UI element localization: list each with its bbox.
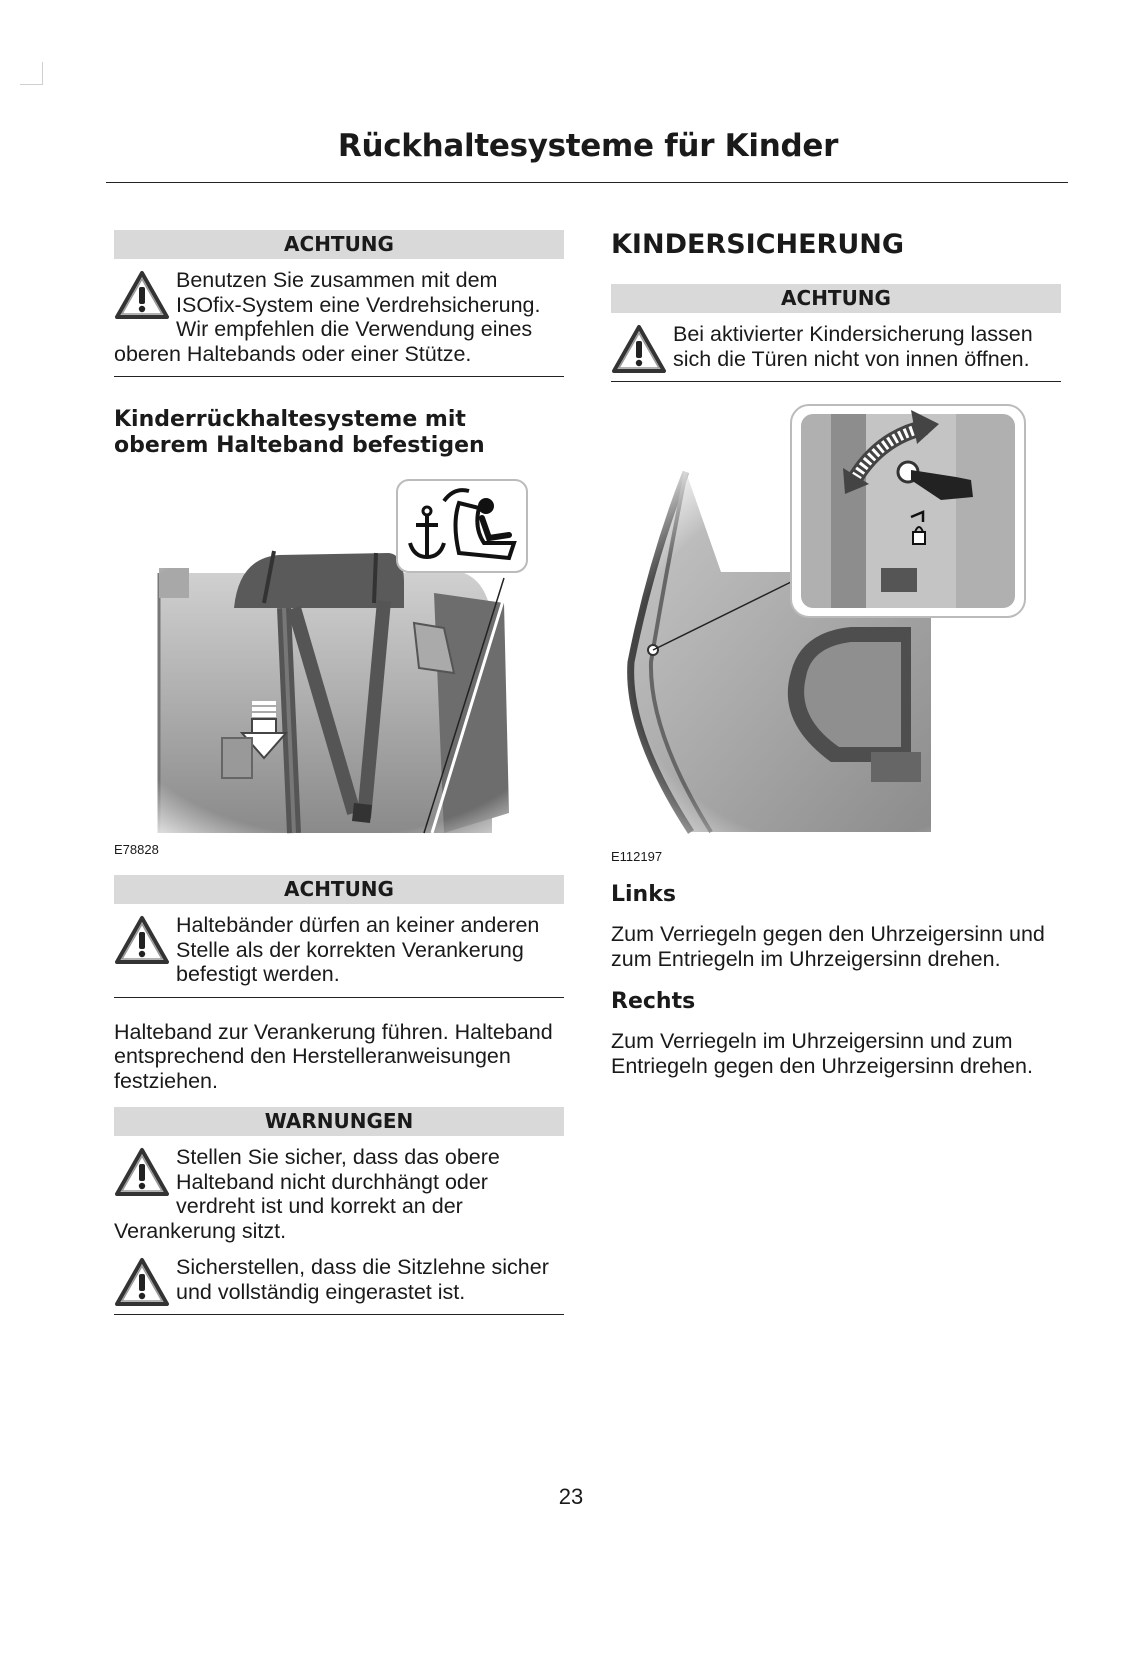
right-door-text: Zum Verriegeln im Uhrzeigersinn und zum Entriegeln gegen den Uhrzeigersinn drehen. <box>611 1029 1033 1078</box>
caution-box-isofix <box>114 230 564 377</box>
caution-box-child-lock <box>611 284 1061 382</box>
warning-paragraph <box>114 1255 564 1304</box>
right-column <box>611 230 1061 1092</box>
instruction-paragraph: Halteband zur Verankerung führen. Halteband entsprechend den Herstelleranweisungen festziehen. <box>114 1019 553 1093</box>
warning-triangle-icon <box>114 1257 170 1309</box>
caution-text: Haltebänder dürfen an keiner anderen Stelle als der korrekten Verankerung befestigt werden. <box>176 913 540 986</box>
right-door-heading: Rechts <box>611 989 696 1014</box>
left-column <box>114 230 564 1335</box>
page-title: Rückhaltesysteme für Kinder <box>337 128 839 164</box>
warning-text: Sicherstellen, dass die Sitzlehne sicher und vollständig eingerastet ist. <box>176 1255 549 1304</box>
figure-label: E78828 <box>114 842 159 857</box>
section-title: KINDERSICHERUNG <box>611 229 905 260</box>
left-door-heading: Links <box>611 882 676 907</box>
caution-paragraph <box>611 322 1061 371</box>
caution-text: Bei aktivierter Kindersicherung lassen sich die Türen nicht von innen öffnen. <box>673 322 1033 371</box>
caution-box-tether <box>114 875 564 998</box>
child-lock-illustration <box>611 402 1061 842</box>
section-subheading: Kinderrückhaltesysteme mit oberem Halteband befestigen <box>114 407 485 458</box>
warning-text: Stellen Sie sicher, dass das obere Halteband nicht durchhängt oder verdreht ist und korrekt an der Verankerung sitzt. <box>114 1145 500 1243</box>
figure-tether-strap <box>114 473 564 859</box>
caution-heading: ACHTUNG <box>114 230 564 259</box>
title-rule <box>106 182 1068 183</box>
figure-child-lock <box>611 402 1061 864</box>
warning-triangle-icon <box>611 324 667 376</box>
caution-paragraph <box>114 913 564 987</box>
caution-paragraph <box>114 268 564 366</box>
caution-text: Benutzen Sie zusammen mit dem ISOfix-System eine Verdrehsicherung. Wir empfehlen die Verwendung eines oberen Haltebands oder einer Stütze. <box>114 268 541 366</box>
figure-label: E112197 <box>611 849 663 864</box>
warnings-heading: WARNUNGEN <box>114 1107 564 1136</box>
warnings-box <box>114 1107 564 1315</box>
caution-heading: ACHTUNG <box>611 284 1061 313</box>
crop-mark <box>20 62 43 85</box>
warning-triangle-icon <box>114 915 170 967</box>
warning-triangle-icon <box>114 270 170 322</box>
warning-triangle-icon <box>114 1147 170 1199</box>
left-door-text: Zum Verriegeln gegen den Uhrzeigersinn und zum Entriegeln im Uhrzeigersinn drehen. <box>611 922 1045 971</box>
caution-heading: ACHTUNG <box>114 875 564 904</box>
page-number: 23 <box>558 1484 584 1509</box>
tether-illustration <box>114 473 564 843</box>
warning-paragraph <box>114 1145 564 1243</box>
